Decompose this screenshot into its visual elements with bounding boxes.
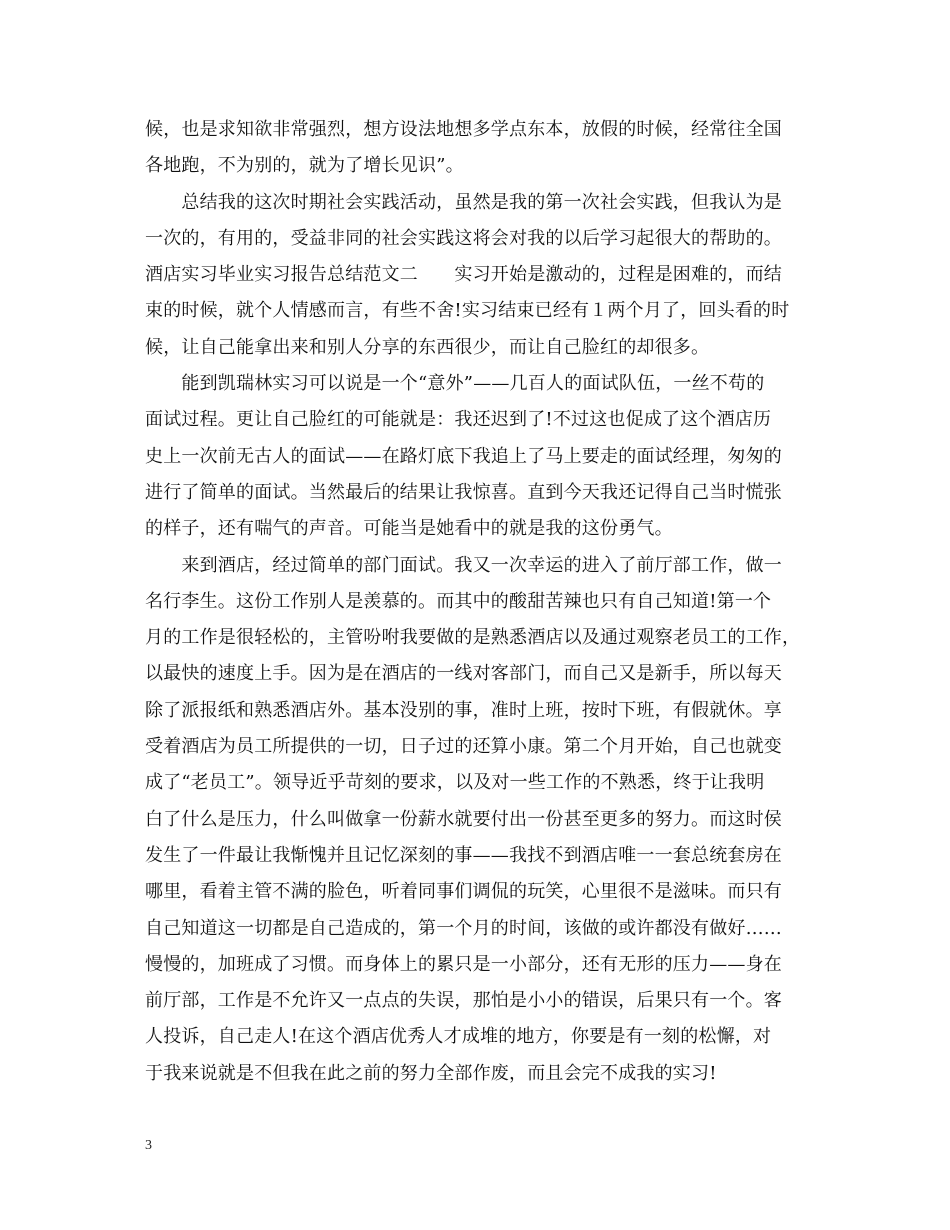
text-line: 慢慢的，加班成了习惯。而身体上的累只是一小部分，还有无形的压力——身在 <box>145 953 782 975</box>
text-line: 月的工作是很轻松的，主管吩咐我要做的是熟悉酒店以及通过观察老员工的工作， <box>145 627 801 649</box>
text-line: 白了什么是压力，什么叫做拿一份薪水就要付出一份甚至更多的努力。而这时侯 <box>145 808 782 830</box>
text-line: 束的时候，就个人情感而言，有些不舍!实习结束已经有１两个月了，回头看的时 <box>145 300 790 322</box>
page-number: 3 <box>145 1138 152 1153</box>
text-line: 自己知道这一切都是自己造成的，第一个月的时间，该做的或许都没有做好…… <box>145 917 782 939</box>
text-line: 各地跑，不为别的，就为了增长见识”。 <box>145 155 464 177</box>
text-line: 能到凯瑞林实习可以说是一个“意外”——几百人的面试队伍，一丝不苟的 <box>145 373 765 395</box>
text-line: 史上一次前无古人的面试——在路灯底下我追上了马上要走的面试经理，匆匆的 <box>145 445 782 467</box>
text-line: 候，也是求知欲非常强烈，想方设法地想多学点东本，放假的时候，经常往全国 <box>145 119 782 140</box>
text-line: 候，让自己能拿出来和别人分享的东西很少，而让自己脸红的却很多。 <box>145 336 710 358</box>
text-line: 除了派报纸和熟悉酒店外。基本没别的事，准时上班，按时下班，有假就休。享 <box>145 699 782 721</box>
text-line: 前厅部，工作是不允许又一点点的失误，那怕是小小的错误，后果只有一个。客 <box>145 990 782 1012</box>
text-line: 进行了简单的面试。当然最后的结果让我惊喜。直到今天我还记得自己当时慌张 <box>145 481 782 503</box>
text-line: 发生了一件最让我惭愧并且记忆深刻的事——我找不到酒店唯一一套总统套房在 <box>145 844 782 866</box>
text-line: 总结我的这次时期社会实践活动，虽然是我的第一次社会实践，但我认为是 <box>145 191 782 213</box>
text-line: 以最快的速度上手。因为是在酒店的一线对客部门，而自己又是新手，所以每天 <box>145 663 782 685</box>
text-line: 来到酒店，经过简单的部门面试。我又一次幸运的进入了前厅部工作，做一 <box>145 554 782 576</box>
text-line: 成了“老员工”。领导近乎苛刻的要求，以及对一些工作的不熟悉，终于让我明 <box>145 772 765 794</box>
text-line: 受着酒店为员工所提供的一切，日子过的还算小康。第二个月开始，自己也就变 <box>145 736 782 758</box>
text-line: 面试过程。更让自己脸红的可能就是：我还迟到了!不过这也促成了这个酒店历 <box>145 409 772 431</box>
text-line: 哪里，看着主管不满的脸色，听着同事们调侃的玩笑，心里很不是滋味。而只有 <box>145 881 782 903</box>
text-line: 酒店实习毕业实习报告总结范文二 实习开始是激动的，过程是困难的，而结 <box>145 264 782 286</box>
text-line: 人投诉，自己走人!在这个酒店优秀人才成堆的地方，你要是有一刻的松懈，对 <box>145 1026 772 1048</box>
text-line: 一次的，有用的，受益非同的社会实践这将会对我的以后学习起很大的帮助的。 <box>145 227 782 249</box>
text-line: 的样子，还有喘气的声音。可能当是她看中的就是我的这份勇气。 <box>145 518 673 540</box>
text-line: 名行李生。这份工作别人是羡慕的。而其中的酸甜苦辣也只有自己知道!第一个 <box>145 590 772 612</box>
document-body <box>145 112 815 1092</box>
text-line: 于我来说就是不但我在此之前的努力全部作废，而且会完不成我的实习! <box>145 1062 717 1084</box>
